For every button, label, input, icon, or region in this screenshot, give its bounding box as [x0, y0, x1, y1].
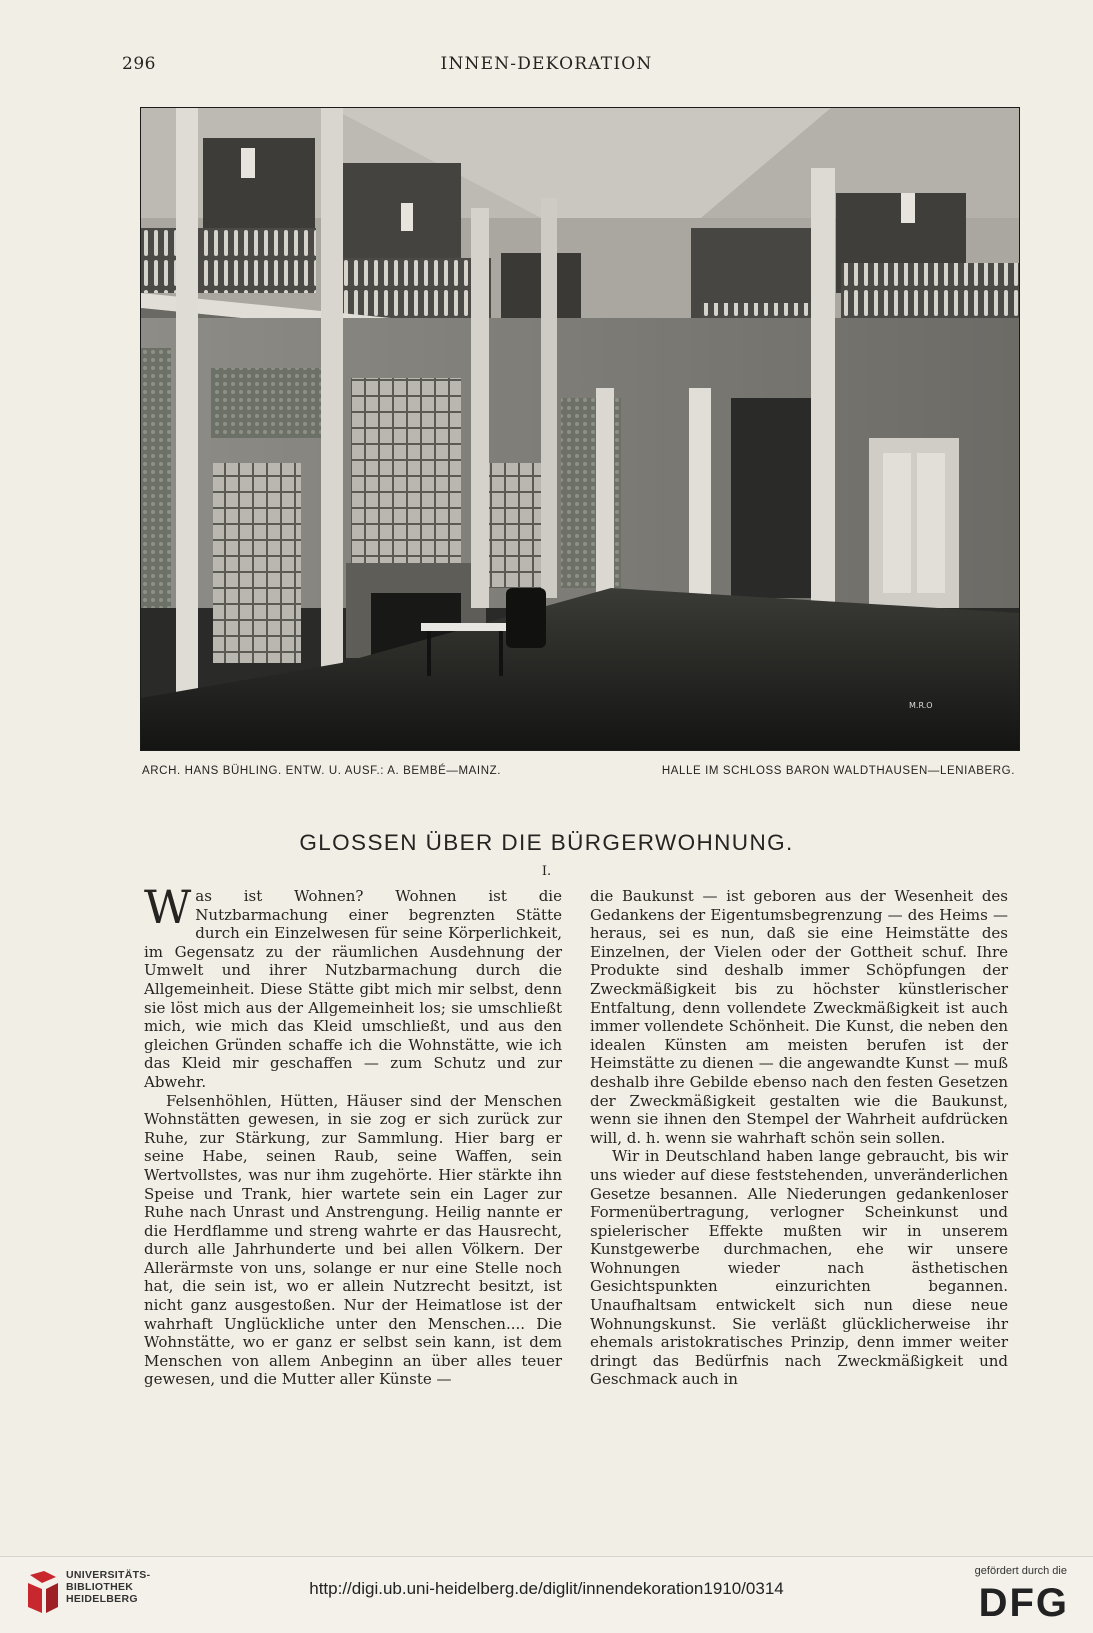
funding-note: gefördert durch die: [974, 1565, 1067, 1577]
page-header: [0, 52, 1093, 78]
digitization-footer: [0, 1556, 1093, 1633]
paragraph: [144, 880, 562, 1092]
source-url-link[interactable]: http://digi.ub.uni-heidelberg.de/diglit/innendekoration1910/0314: [309, 1579, 784, 1598]
drop-cap: W: [144, 880, 192, 934]
library-name: UNIVERSITÄTS- BIBLIOTHEK HEIDELBERG: [66, 1569, 151, 1605]
hall-photograph: [140, 107, 1020, 751]
caption-architect: ARCH. HANS BÜHLING. ENTW. U. AUSF.: A. BEMBÉ—MAINZ.: [142, 765, 502, 777]
paragraph: Wir in Deutschland haben lange gebraucht, bis wir uns wieder auf diese feststehenden, unveränderlichen Gesetze besannen. Alle Niederungen gedankenloser Formenübertragung, verlogner Scheinkunst und spielerischer Effekte mußten wir in unserem Kunstgewerbe durchmachen, ehe wir unsere Wohnungen wieder nach ästhetischen Gesichtspunkten einzurichten begannen. Unaufhaltsam entwickelt sich nun diese neue Wohnungskunst. Sie verläßt glücklicherweise ihr ehemals aristokratisches Prinzip, denn immer weiter dringt das Bedürfnis nach Zweckmäßigkeit und Geschmack auch in: [590, 1147, 1008, 1389]
plate-monogram: M.R.O: [909, 701, 933, 710]
page-number: 296: [122, 54, 156, 74]
paragraph: Felsenhöhlen, Hütten, Häuser sind der Menschen Wohnstätten gewesen, in sie zog er sich zurück zur Ruhe, zur Stärkung, zur Sammlung. Hier barg er seine Habe, seinen Raub, seine Waffen, sein Wertvollstes, was nur ihm zugehörte. Hier stärkte ihn Speise und Trank, hier wartete sein ein Lager zur Ruhe nach Unrast und Anstrengung. Heilig nannte er die Herdflamme und streng wahrte er das Hausrecht, durch alle Jahrhunderte und bei allen Völkern. Der Allerärmste von uns, solange er nur eine Stelle noch hat, die sein ist, wo er allein Nutzrecht besitzt, ist nicht ganz ausgestoßen. Nur der Heimatlose ist der wahrhaft Unglückliche unter den Menschen.... Die Wohnstätte, wo er ganz er selbst sein kann, ist dem Menschen von allem Anbeginn an über alles teuer gewesen, und die Mutter aller Künste —: [144, 1091, 562, 1389]
text-column-left: [144, 880, 562, 1389]
paragraph-text: as ist Wohnen? Wohnen ist die Nutzbarmachung einer begrenzten Stätte durch ein Einzelwesen für seine Körperlichkeit, im Gegensatz zu der räumlichen Ausdehnung der Umwelt und ihrer Nutzbarmachung durch die Allgemeinheit. Diese Stätte gibt mich mir selbst, denn sie löst mich aus der Allgemeinheit los; sie umschließt mich, wie mich das Kleid umschließt, und aus den gleichen Gründen schaffe ich die Wohnstätte, wie ich das Kleid mir geschaffen — zum Schutz und zur Abwehr.: [144, 887, 562, 1091]
caption-location: HALLE IM SCHLOSS BARON WALDTHAUSEN—LENIABERG.: [661, 765, 1015, 777]
text-column-right: [590, 887, 1008, 1389]
article-title: GLOSSEN ÜBER DIE BÜRGERWOHNUNG.: [299, 830, 794, 855]
part-number: I.: [541, 864, 552, 879]
paragraph: die Baukunst — ist geboren aus der Wesenheit des Gedankens der Eigentumsbegrenzung — des Heims — heraus, sei es nun, daß sie eine Heimstätte des Einzelnen, der Vielen oder der Gottheit schuf. Ihre Produkte sind deshalb immer Schöpfungen der Zweckmäßigkeit bis zu höchster künstlerischer Entfaltung, denn vollendete Zweckmäßigkeit ist auch immer vollendete Schönheit. Die Kunst, die neben den idealen Künsten am meisten berufen ist der Heimstätte zu dienen — die angewandte Kunst — muß deshalb ihre Gebilde ebenso nach den festen Gesetzen der Zweckmäßigkeit gestalten wie die Baukunst, wenn sie ihnen den Stempel der Wahrheit aufdrücken will, d. h. wenn sie wahrhaft schön sein sollen.: [590, 887, 1008, 1147]
hall-illustration: [141, 108, 1019, 750]
running-title: INNEN-DEKORATION: [440, 54, 653, 74]
dfg-logo: DFG: [978, 1581, 1069, 1625]
